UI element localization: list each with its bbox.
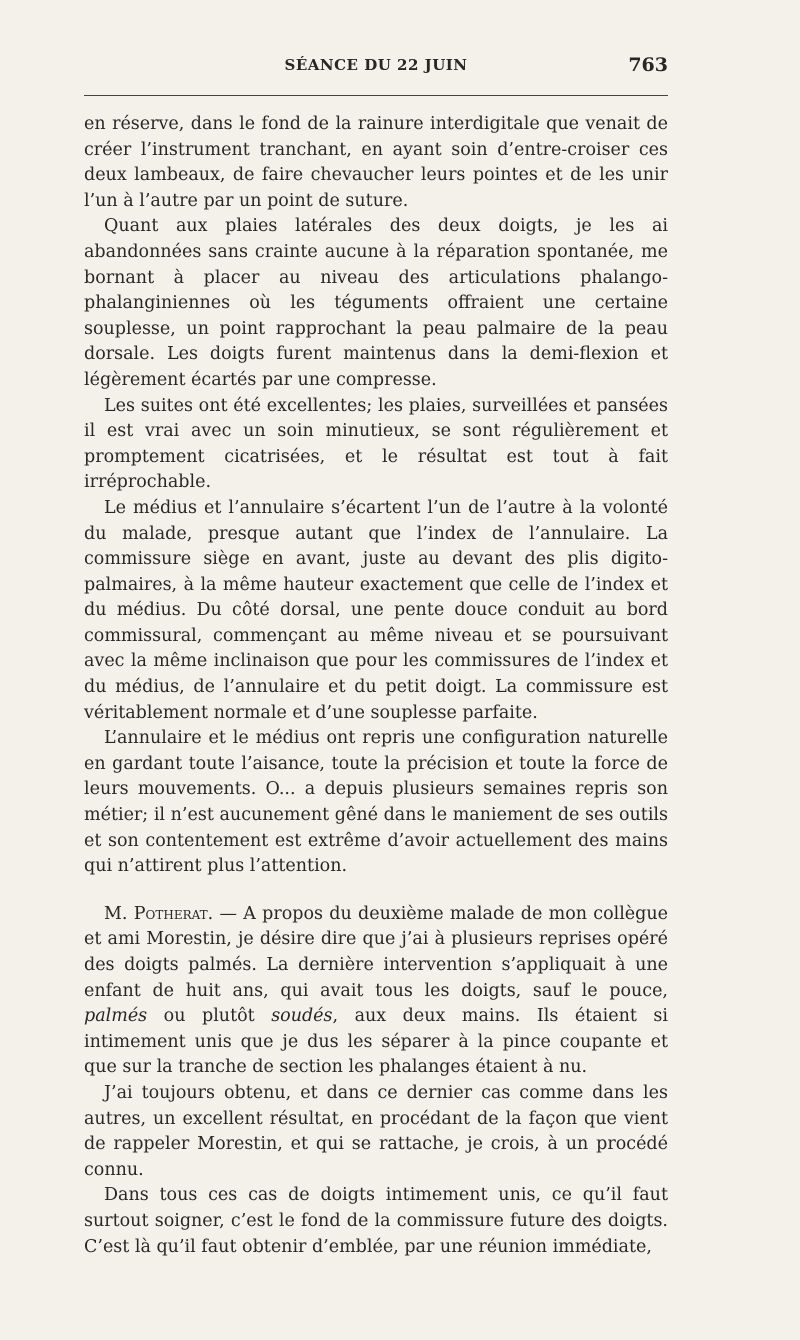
body-text xyxy=(84,112,668,1260)
paragraph-1: en réserve, dans le fond de la rainure interdigitale que venait de créer l’instrument tranchant, en ayant soin d’entre-croiser ces deux lambeaux, de faire chevaucher leurs pointes et de les unir l’un à l’autre par un point de suture. xyxy=(84,114,668,211)
page-header xyxy=(84,56,668,80)
paragraph-6-part-a: — A propos du deuxième malade de mon collègue et ami Morestin, je désire dire que j’ai à plusieurs reprises opéré des doigts palmés. La dernière intervention s’appliquait à une enfant de huit ans, qui avait tous les doigts, sauf le pouce, xyxy=(84,903,668,1001)
paragraph-8: Dans tous ces cas de doigts intimement unis, ce qu’il faut surtout soigner, c’est le fond de la commissure future des doigts. C’est là qu’il faut obtenir d’emblée, par une réunion immédiate, xyxy=(84,1185,668,1257)
page-number: 763 xyxy=(628,54,668,76)
header-rule xyxy=(84,95,668,96)
speaker-name: M. Potherat. xyxy=(104,903,214,924)
emphasis-soudes: soudés xyxy=(271,1006,333,1027)
paragraph-4: Le médius et l’annulaire s’écartent l’un de l’autre à la volonté du malade, presque autant que l’index de l’annulaire. La commissure siège en avant, juste au devant des plis digito-palmaires, à la même hauteur exactement que celle de l’index et du médius. Du côté dorsal, une pente douce conduit au bord commissural, commençant au même niveau et se poursuivant avec la même inclinaison que pour les commissures de l’index et du médius, de l’annulaire et du petit doigt. La commissure est véritablement normale et d’une souplesse parfaite. xyxy=(84,497,668,723)
paragraph-5: L’annulaire et le médius ont repris une configuration naturelle en gardant toute l’aisance, toute la précision et toute la force de leurs mouvements. O... a depuis plusieurs semaines repris son métier; il n’est aucunement gêné dans le maniement de ses outils et son contentement est extrême d’avoir actuellement des mains qui n’attirent plus l’attention. xyxy=(84,728,668,877)
paragraph-6-part-c: , aux deux mains. Ils étaient si intimement unis que je dus les séparer à la pince coupante et que sur la tranche de section les phalanges étaient à nu. xyxy=(84,1006,668,1078)
emphasis-palmes: palmés xyxy=(84,1006,148,1027)
paragraph-6-part-b: ou plutôt xyxy=(147,1006,272,1027)
paragraph-3: Les suites ont été excellentes; les plaies, surveillées et pansées il est vrai avec un soin minutieux, se sont régulièrement et promptement cicatrisées, et le résultat est tout à fait irréprochable. xyxy=(84,395,668,493)
paragraph-2: Quant aux plaies latérales des deux doigts, je les ai abandonnées sans crainte aucune à la réparation spontanée, me bornant à placer au niveau des articulations phalango-phalanginiennes où les téguments offraient une certaine souplesse, un point rapprochant la peau palmaire de la peau dorsale. Les doigts furent maintenus dans la demi-flexion et légèrement écartés par une compresse. xyxy=(84,216,668,390)
paragraph-7: J’ai toujours obtenu, et dans ce dernier cas comme dans les autres, un excellent résultat, en procédant de la façon que vient de rappeler Morestin, et qui se rattache, je crois, à un procédé connu. xyxy=(84,1082,668,1180)
running-title: SÉANCE DU 22 JUIN xyxy=(284,56,468,74)
paragraph-6 xyxy=(84,902,668,1081)
